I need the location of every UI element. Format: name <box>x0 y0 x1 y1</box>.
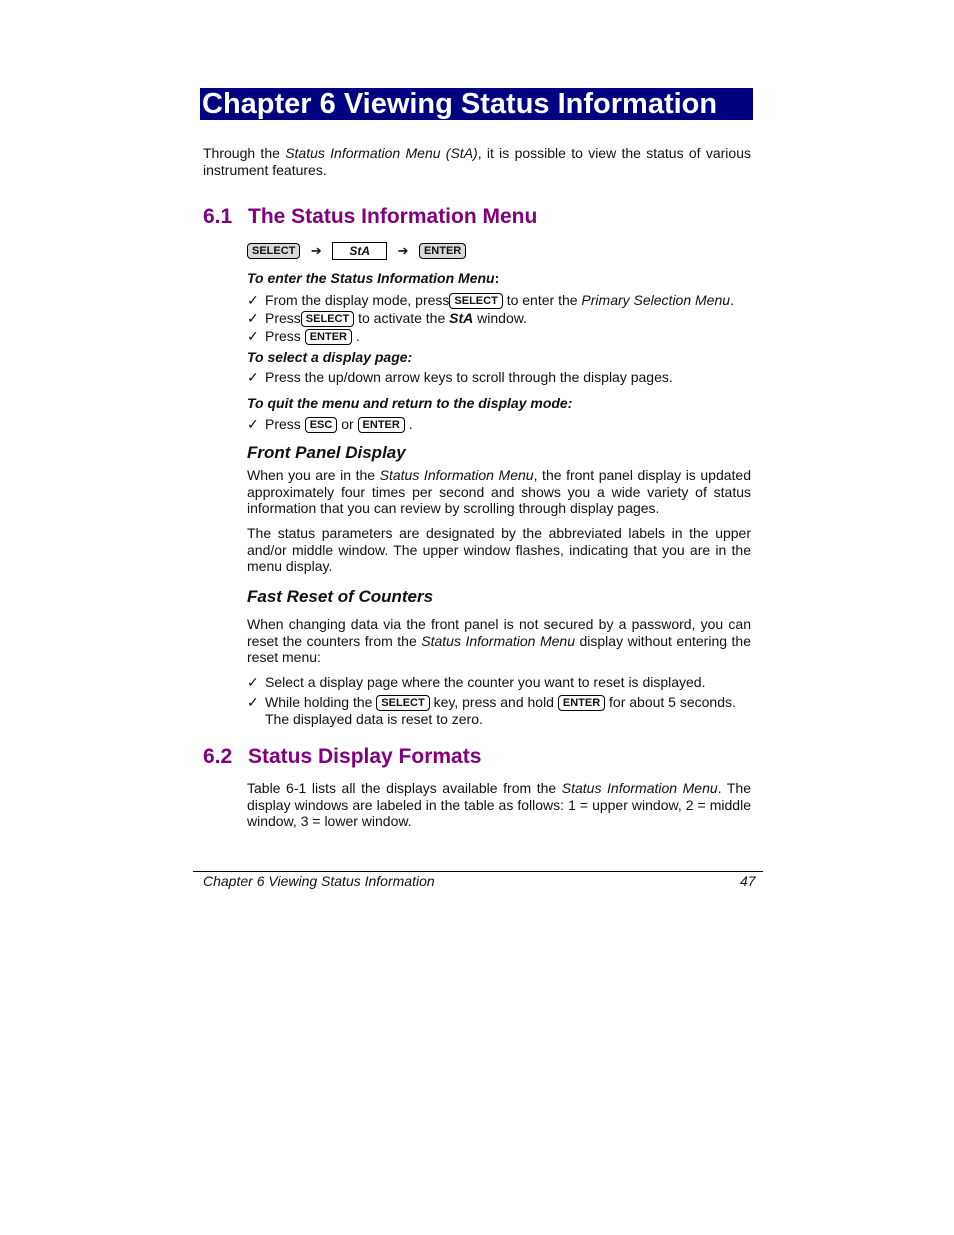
enter-menu-heading: To enter the Status Information Menu: <box>247 270 500 286</box>
checkmark-icon: ✓ <box>247 369 259 385</box>
fast-reset-step-2: ✓ While holding the SELECT key, press and hold ENTER for about 5 seconds. <box>247 694 736 710</box>
enter-key: ENTER <box>358 417 405 433</box>
front-panel-paragraph-1: When you are in the Status Information Menu, the front panel display is updated approximately four times per second and shows you a wide variety of status information that you can review by scrolling through display pages. <box>247 467 751 516</box>
quit-menu-heading: To quit the menu and return to the display mode: <box>247 395 573 411</box>
select-key: SELECT <box>301 311 354 327</box>
select-key: SELECT <box>376 695 429 711</box>
checkmark-icon: ✓ <box>247 416 259 432</box>
front-panel-paragraph-2: The status parameters are designated by the abbreviated labels in the upper and/or middle window. The upper window flashes, indicating that you are in the menu display. <box>247 525 751 574</box>
checkmark-icon: ✓ <box>247 674 259 690</box>
select-page-heading: To select a display page: <box>247 349 413 365</box>
chapter-title: Chapter 6 Viewing Status Information <box>200 88 753 120</box>
section-6-2-paragraph: Table 6-1 lists all the displays available from the Status Information Menu. The display windows are labeled in the table as follows: 1 = upper window, 2 = middle window, 3 = lower window. <box>247 780 752 829</box>
enter-step-2: ✓ Press SELECT to activate the StA window. <box>247 310 527 326</box>
enter-key: ENTER <box>419 243 466 259</box>
select-key: SELECT <box>247 243 300 259</box>
sta-window: StA <box>332 242 387 260</box>
arrow-right-icon: ➔ <box>310 243 322 259</box>
section-6-1-heading: 6.1 The Status Information Menu <box>203 205 538 228</box>
checkmark-icon: ✓ <box>247 292 259 308</box>
footer-chapter-title: Chapter 6 Viewing Status Information <box>203 873 435 889</box>
fast-reset-step-2-continued: The displayed data is reset to zero. <box>265 711 483 727</box>
key-sequence <box>247 242 466 260</box>
enter-step-3: ✓ Press ENTER . <box>247 328 360 344</box>
quit-step: ✓ Press ESC or ENTER . <box>247 416 413 432</box>
esc-key: ESC <box>305 417 338 433</box>
select-key: SELECT <box>449 293 502 309</box>
footer-divider <box>193 871 763 872</box>
intro-paragraph: Through the Status Information Menu (StA), it is possible to view the status of various instrument features. <box>203 145 751 178</box>
section-6-2-heading: 6.2 Status Display Formats <box>203 745 482 768</box>
fast-reset-step-1: ✓ Select a display page where the counter you want to reset is displayed. <box>247 674 706 690</box>
checkmark-icon: ✓ <box>247 328 259 344</box>
checkmark-icon: ✓ <box>247 694 259 710</box>
fast-reset-heading: Fast Reset of Counters <box>247 587 434 606</box>
fast-reset-paragraph: When changing data via the front panel is not secured by a password, you can reset the counters from the Status Information Menu display without entering the reset menu: <box>247 616 751 665</box>
enter-key: ENTER <box>305 329 352 345</box>
page-number: 47 <box>740 873 756 889</box>
enter-key: ENTER <box>558 695 605 711</box>
arrow-right-icon: ➔ <box>397 243 409 259</box>
enter-step-1: ✓ From the display mode, press SELECT to enter the Primary Selection Menu. <box>247 292 734 308</box>
front-panel-heading: Front Panel Display <box>247 443 406 462</box>
select-page-step: ✓ Press the up/down arrow keys to scroll through the display pages. <box>247 369 673 385</box>
checkmark-icon: ✓ <box>247 310 259 326</box>
